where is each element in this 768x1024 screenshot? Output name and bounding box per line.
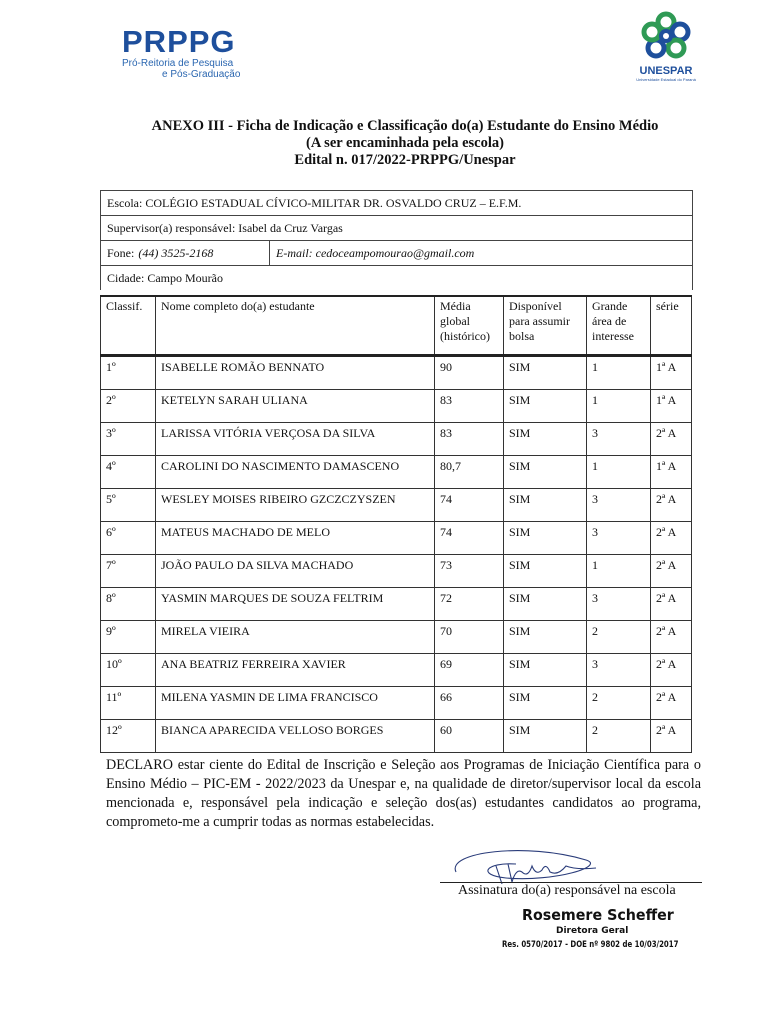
header-media-1: Média (440, 299, 471, 313)
school-name: Escola: COLÉGIO ESTADUAL CÍVICO-MILITAR DR. OSVALDO CRUZ – E.F.M. (107, 195, 522, 210)
cell-classif: 8º (101, 588, 156, 621)
cell-serie: 2ª A (651, 555, 692, 588)
cell-nome: MIRELA VIEIRA (156, 621, 435, 654)
cell-area: 3 (587, 588, 651, 621)
cell-serie: 2ª A (651, 423, 692, 456)
declaration-text: DECLARO estar ciente do Edital de Inscrição e Seleção aos Programas de Iniciação Científica para o Ensino Médio – PIC-EM - 2022/2023 da Unespar e, na qualidade de diretor/supervisor local da escola mencionada e, responsável pela indicação e seleção dos(as) estudantes candidatos ao programa, comprometo-me a cumprir todas as normas estabelecidas. (106, 757, 701, 830)
cell-serie: 1ª A (651, 356, 692, 390)
cell-media: 70 (435, 621, 504, 654)
cell-nome: WESLEY MOISES RIBEIRO GZCZCZYSZEN (156, 489, 435, 522)
cell-serie: 1ª A (651, 456, 692, 489)
cell-classif: 10º (101, 654, 156, 687)
cell-classif: 12º (101, 720, 156, 753)
prppg-logo-text (122, 26, 262, 58)
cell-area: 1 (587, 390, 651, 423)
cell-disp: SIM (504, 588, 587, 621)
phone-label: Fone: (107, 245, 135, 260)
unespar-logo-name: UNESPAR (639, 65, 693, 77)
cell-media: 83 (435, 390, 504, 423)
cell-disp: SIM (504, 522, 587, 555)
table-row (101, 555, 692, 588)
cell-area: 1 (587, 555, 651, 588)
cell-classif: 5º (101, 489, 156, 522)
header-area-2: área de (592, 314, 627, 328)
cell-area: 2 (587, 621, 651, 654)
cell-media: 66 (435, 687, 504, 720)
phone-value: (44) 3525-2168 (138, 245, 214, 260)
prppg-logo-subtitle-1: Pró-Reitoria de Pesquisa (122, 58, 234, 69)
cell-disp: SIM (504, 720, 587, 753)
cell-classif: 2º (101, 390, 156, 423)
cell-classif: 9º (101, 621, 156, 654)
table-row (101, 390, 692, 423)
cell-media: 60 (435, 720, 504, 753)
contact-row (100, 240, 693, 265)
phone-cell (101, 241, 270, 265)
supervisor-name: Supervisor(a) responsável: Isabel da Cruz Vargas (107, 220, 343, 235)
cell-disp: SIM (504, 390, 587, 423)
cell-media: 74 (435, 489, 504, 522)
table-row (101, 456, 692, 489)
cell-area: 3 (587, 423, 651, 456)
city-row (100, 265, 693, 290)
table-row (101, 423, 692, 456)
cell-nome: LARISSA VITÓRIA VERÇOSA DA SILVA (156, 423, 435, 456)
cell-serie: 2ª A (651, 522, 692, 555)
cell-disp: SIM (504, 423, 587, 456)
cell-area: 2 (587, 720, 651, 753)
table-row (101, 621, 692, 654)
cell-nome: KETELYN SARAH ULIANA (156, 390, 435, 423)
header-disponivel (504, 296, 587, 356)
cell-nome: ANA BEATRIZ FERREIRA XAVIER (156, 654, 435, 687)
table-row (101, 522, 692, 555)
cell-serie: 2ª A (651, 654, 692, 687)
unespar-logo-tagline: Universidade Estadual do Paraná (636, 77, 696, 82)
table-row (101, 720, 692, 753)
table-header-row (101, 296, 692, 356)
header-classif: Classif. (101, 296, 156, 356)
cell-disp: SIM (504, 356, 587, 390)
title-line-1: ANEXO III - Ficha de Indicação e Classificação do(a) Estudante do Ensino Médio (151, 118, 659, 134)
header-disp-2: para assumir (509, 314, 570, 328)
unespar-emblem-icon (638, 10, 694, 62)
students-table (100, 295, 692, 753)
header-media-2: global (440, 314, 470, 328)
cell-area: 1 (587, 356, 651, 390)
cell-media: 73 (435, 555, 504, 588)
cell-disp: SIM (504, 654, 587, 687)
cell-classif: 7º (101, 555, 156, 588)
table-row (101, 654, 692, 687)
cell-serie: 2ª A (651, 588, 692, 621)
cell-area: 3 (587, 489, 651, 522)
school-row (100, 190, 693, 215)
email-value: E-mail: cedoceampomourao@gmail.com (276, 245, 475, 260)
header-area (587, 296, 651, 356)
stamp-name: Rosemere Scheffer (521, 906, 674, 924)
cell-area: 2 (587, 687, 651, 720)
table-row (101, 489, 692, 522)
cell-classif: 1º (101, 356, 156, 390)
header-nome: Nome completo do(a) estudante (156, 296, 435, 356)
table-row (101, 687, 692, 720)
cell-area: 3 (587, 522, 651, 555)
title-line-2: (A ser encaminhada pela escola) (306, 135, 504, 151)
signature-label: Assinatura do(a) responsável na escola (458, 883, 676, 898)
cell-nome: YASMIN MARQUES DE SOUZA FELTRIM (156, 588, 435, 621)
cell-serie: 2ª A (651, 720, 692, 753)
stamp-role: Diretora Geral (556, 926, 629, 936)
cell-serie: 2ª A (651, 687, 692, 720)
cell-media: 72 (435, 588, 504, 621)
unespar-logo (630, 10, 702, 80)
cell-disp: SIM (504, 621, 587, 654)
cell-classif: 6º (101, 522, 156, 555)
cell-media: 69 (435, 654, 504, 687)
cell-disp: SIM (504, 687, 587, 720)
cell-classif: 4º (101, 456, 156, 489)
cell-media: 74 (435, 522, 504, 555)
header-area-3: interesse (592, 329, 634, 343)
header-media (435, 296, 504, 356)
cell-area: 1 (587, 456, 651, 489)
cell-classif: 3º (101, 423, 156, 456)
title-line-3: Edital n. 017/2022-PRPPG/Unespar (294, 152, 516, 168)
prppg-logo (122, 26, 262, 82)
cell-disp: SIM (504, 489, 587, 522)
document-title (100, 118, 710, 169)
prppg-logo-subtitle-2: e Pós-Graduação (162, 69, 241, 80)
city-name: Cidade: Campo Mourão (107, 270, 223, 285)
prppg-logo-main: PRPPG (122, 24, 236, 59)
cell-nome: MILENA YASMIN DE LIMA FRANCISCO (156, 687, 435, 720)
header-serie: série (651, 296, 692, 356)
cell-serie: 1ª A (651, 390, 692, 423)
cell-media: 80,7 (435, 456, 504, 489)
cell-media: 83 (435, 423, 504, 456)
cell-nome: JOÃO PAULO DA SILVA MACHADO (156, 555, 435, 588)
header-area-1: Grande (592, 299, 628, 313)
cell-disp: SIM (504, 555, 587, 588)
supervisor-row (100, 215, 693, 240)
cell-area: 3 (587, 654, 651, 687)
header-media-3: (histórico) (440, 329, 490, 343)
students-table-body (101, 356, 692, 753)
cell-nome: BIANCA APARECIDA VELLOSO BORGES (156, 720, 435, 753)
table-row (101, 356, 692, 390)
school-info-box (100, 190, 693, 290)
cell-serie: 2ª A (651, 621, 692, 654)
cell-nome: MATEUS MACHADO DE MELO (156, 522, 435, 555)
cell-nome: CAROLINI DO NASCIMENTO DAMASCENO (156, 456, 435, 489)
cell-classif: 11º (101, 687, 156, 720)
cell-disp: SIM (504, 456, 587, 489)
cell-media: 90 (435, 356, 504, 390)
header-disp-3: bolsa (509, 329, 535, 343)
cell-nome: ISABELLE ROMÃO BENNATO (156, 356, 435, 390)
header-disp-1: Disponível (509, 299, 562, 313)
stamp-resolution: Res. 0570/2017 - DOE nº 9802 de 10/03/2017 (502, 940, 679, 950)
table-row (101, 588, 692, 621)
cell-serie: 2ª A (651, 489, 692, 522)
